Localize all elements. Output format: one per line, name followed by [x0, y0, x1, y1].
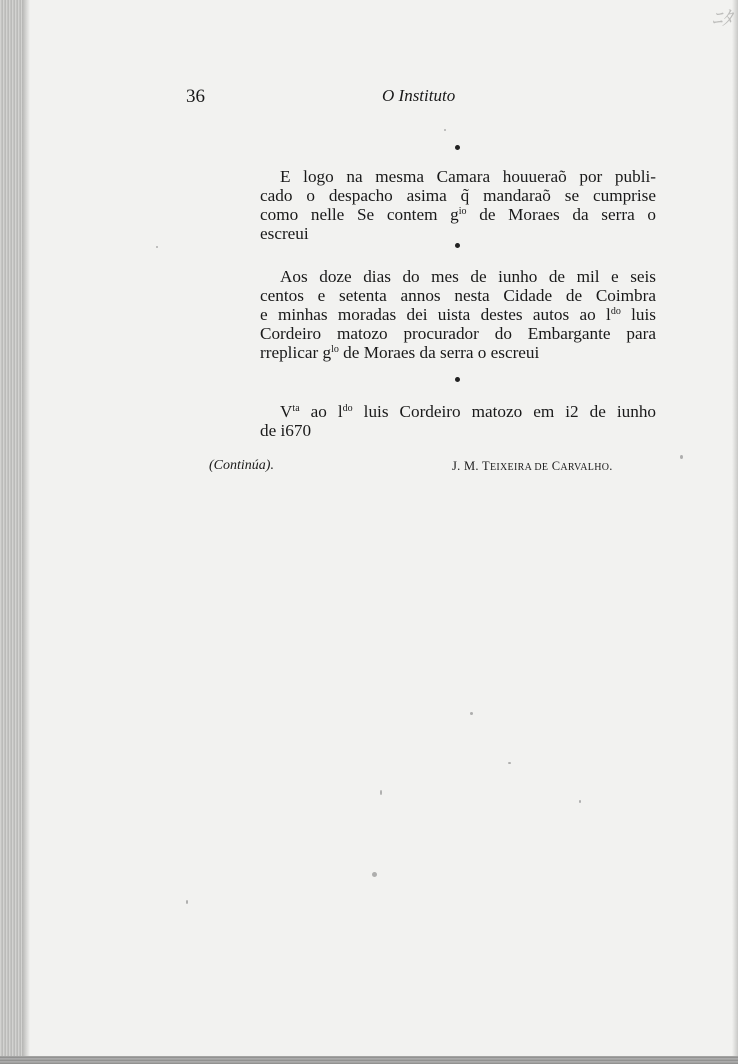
- text-line: como nelle Se contem $g^{io}$ de Moraes da serra o: [260, 205, 656, 224]
- corner-stamp-mark: ﾆﾀ: [712, 6, 732, 30]
- paragraph-1: [260, 167, 656, 243]
- running-title: O Instituto: [382, 86, 456, 105]
- scan-speck: [380, 790, 382, 795]
- scan-speck: [372, 872, 377, 877]
- text-line: Cordeiro matozo procurador do Embargante para: [260, 324, 656, 343]
- text-line: escreui: [260, 224, 309, 243]
- continued-note: (Continúa).: [209, 458, 274, 473]
- scan-speck: [444, 129, 446, 131]
- page-header: [186, 86, 618, 112]
- text-line: cado o despacho asima q̃ mandaraõ se cumprise: [260, 186, 656, 205]
- scan-speck: [470, 712, 473, 715]
- scan-speck: [186, 900, 188, 904]
- separator-dot: [455, 243, 460, 248]
- scan-speck: [508, 762, 511, 764]
- separator-dot: [455, 145, 460, 150]
- scan-speck: [579, 800, 581, 803]
- book-gutter-edge: [0, 0, 22, 1064]
- paragraph-2: [260, 267, 656, 362]
- right-page-edge: [732, 0, 738, 1064]
- gutter-shadow: [22, 0, 30, 1064]
- text-line: Aos doze dias do mes de iunho de mil e seis: [280, 267, 656, 286]
- text-line: de i670: [260, 421, 312, 440]
- text-line: $V^{ta}$ ao $l^{do}$ luis Cordeiro matozo em i2 de iunho: [280, 402, 657, 421]
- page-number: 36: [186, 86, 205, 107]
- text-line: e minhas moradas dei uista destes autos ao $l^{do}$ luis: [260, 305, 656, 324]
- text-line: E logo na mesma Camara houueraõ por publi-: [280, 167, 656, 186]
- text-line: rreplicar $g^{lo}$ de Moraes da serra o escreui: [260, 343, 540, 362]
- author-signature: J. M. TEIXEIRA DE CARVALHO.: [452, 459, 613, 473]
- scan-speck: [680, 455, 683, 459]
- paragraph-3: [260, 402, 656, 440]
- separator-dot: [455, 377, 460, 382]
- bottom-page-edge: [0, 1056, 738, 1064]
- scan-speck: [156, 246, 158, 248]
- text-line: centos e setenta annos nesta Cidade de Coimbra: [260, 286, 656, 305]
